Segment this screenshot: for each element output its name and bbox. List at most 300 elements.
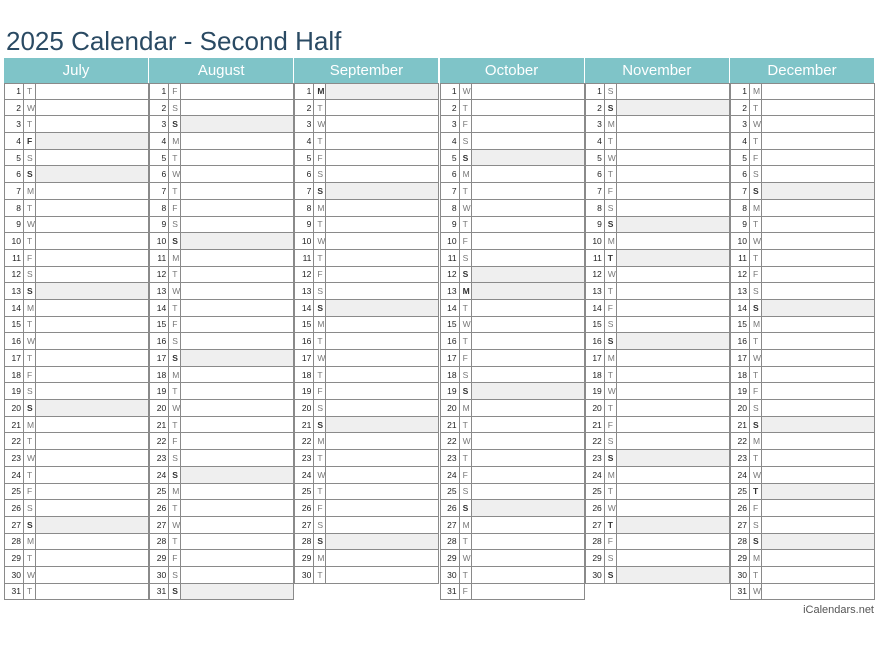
- day-number: 11: [157, 252, 167, 263]
- note-cell: [325, 317, 438, 333]
- calendar-grid: [4, 58, 875, 603]
- day-number: 7: [161, 185, 167, 196]
- day-of-week: F: [749, 150, 761, 166]
- day-of-week: S: [313, 166, 325, 182]
- day-row: [730, 250, 875, 267]
- day-row: [149, 467, 294, 484]
- day-number: 27: [301, 519, 312, 530]
- day-row: [149, 116, 294, 133]
- day-number: 7: [597, 185, 602, 196]
- note-cell: [35, 84, 148, 99]
- note-cell: [616, 433, 729, 449]
- day-row: [440, 433, 585, 450]
- day-row: [585, 534, 730, 551]
- note-cell: [471, 333, 584, 349]
- day-number: 9: [451, 219, 457, 230]
- day-of-week: M: [168, 367, 180, 383]
- day-number: 14: [301, 302, 312, 313]
- day-row: [730, 200, 875, 217]
- day-number: 17: [301, 352, 312, 363]
- note-cell: [325, 116, 438, 132]
- day-of-week: W: [749, 467, 761, 483]
- day-of-week: M: [168, 484, 180, 500]
- day-of-week: M: [749, 84, 761, 99]
- day-number: 13: [737, 286, 747, 297]
- day-row: [585, 383, 730, 400]
- day-of-week: T: [459, 333, 471, 349]
- day-of-week: T: [604, 517, 616, 533]
- day-row: [294, 450, 439, 467]
- note-cell: [471, 584, 584, 600]
- day-of-week: S: [23, 500, 35, 516]
- day-row: [4, 166, 149, 183]
- day-row: [730, 166, 875, 183]
- day-of-week: M: [168, 250, 180, 266]
- day-number: 22: [156, 436, 167, 447]
- day-of-week: F: [604, 300, 616, 316]
- day-number: 21: [156, 419, 167, 430]
- month-column-september: [294, 58, 439, 584]
- day-of-week: T: [23, 233, 35, 249]
- note-cell: [35, 584, 148, 600]
- day-number: 31: [11, 586, 21, 597]
- day-row: [440, 417, 585, 434]
- day-row: [440, 283, 585, 300]
- day-of-week: W: [23, 333, 35, 349]
- day-of-week: T: [23, 467, 35, 483]
- note-cell: [471, 467, 584, 483]
- day-of-week: M: [604, 350, 616, 366]
- day-number: 27: [156, 519, 167, 530]
- note-cell: [325, 283, 438, 299]
- day-of-week: T: [459, 300, 471, 316]
- month-header: August: [149, 58, 294, 83]
- note-cell: [761, 333, 874, 349]
- day-row: [730, 267, 875, 284]
- day-of-week: S: [604, 433, 616, 449]
- day-of-week: S: [604, 217, 616, 233]
- day-number: 5: [451, 152, 457, 163]
- day-row: [294, 133, 439, 150]
- day-number: 14: [11, 302, 21, 313]
- day-row: [4, 233, 149, 250]
- day-row: [730, 350, 875, 367]
- day-of-week: W: [23, 567, 35, 583]
- day-number: 12: [156, 269, 167, 280]
- note-cell: [325, 217, 438, 233]
- note-cell: [761, 433, 874, 449]
- note-cell: [471, 517, 584, 533]
- note-cell: [35, 350, 148, 366]
- day-number: 3: [742, 119, 747, 130]
- day-of-week: F: [168, 433, 180, 449]
- day-row: [149, 133, 294, 150]
- day-number: 23: [447, 452, 457, 463]
- day-of-week: S: [459, 383, 471, 399]
- day-number: 5: [306, 152, 312, 163]
- day-of-week: F: [168, 317, 180, 333]
- day-of-week: T: [313, 100, 325, 116]
- day-row: [294, 267, 439, 284]
- day-number: 20: [301, 402, 312, 413]
- note-cell: [761, 400, 874, 416]
- day-number: 10: [737, 236, 747, 247]
- day-row: [585, 283, 730, 300]
- note-cell: [616, 550, 729, 566]
- day-of-week: F: [749, 500, 761, 516]
- note-cell: [761, 150, 874, 166]
- day-row: [440, 584, 585, 601]
- day-number: 1: [161, 86, 167, 97]
- day-row: [294, 166, 439, 183]
- day-of-week: W: [459, 433, 471, 449]
- day-number: 26: [737, 503, 747, 514]
- day-row: [440, 116, 585, 133]
- note-cell: [761, 567, 874, 583]
- day-row: [294, 500, 439, 517]
- day-number: 10: [301, 236, 312, 247]
- day-of-week: W: [459, 200, 471, 216]
- day-number: 25: [156, 486, 167, 497]
- day-number: 16: [447, 336, 457, 347]
- day-of-week: T: [604, 133, 616, 149]
- day-row: [730, 567, 875, 584]
- day-number: 29: [301, 553, 312, 564]
- day-of-week: M: [749, 433, 761, 449]
- day-number: 16: [592, 336, 602, 347]
- day-row: [294, 417, 439, 434]
- day-number: 10: [592, 236, 602, 247]
- day-row: [4, 333, 149, 350]
- note-cell: [180, 400, 293, 416]
- day-number: 16: [301, 336, 312, 347]
- day-number: 12: [447, 269, 457, 280]
- day-row: [440, 400, 585, 417]
- day-row: [294, 317, 439, 334]
- note-cell: [180, 267, 293, 283]
- day-of-week: T: [749, 450, 761, 466]
- day-number: 29: [737, 553, 747, 564]
- day-row: [730, 116, 875, 133]
- note-cell: [616, 383, 729, 399]
- day-number: 21: [11, 419, 21, 430]
- day-row: [149, 383, 294, 400]
- day-row: [730, 534, 875, 551]
- day-number: 19: [592, 386, 602, 397]
- day-row: [730, 400, 875, 417]
- day-of-week: T: [459, 534, 471, 550]
- day-number: 3: [306, 119, 312, 130]
- day-row: [294, 467, 439, 484]
- note-cell: [616, 500, 729, 516]
- day-number: 29: [447, 553, 457, 564]
- note-cell: [35, 534, 148, 550]
- day-row: [149, 200, 294, 217]
- day-of-week: T: [23, 550, 35, 566]
- day-row: [440, 100, 585, 117]
- day-of-week: T: [313, 484, 325, 500]
- note-cell: [35, 250, 148, 266]
- day-number: 20: [11, 402, 21, 413]
- note-cell: [35, 517, 148, 533]
- note-cell: [616, 133, 729, 149]
- day-number: 15: [737, 319, 747, 330]
- day-of-week: T: [168, 267, 180, 283]
- day-number: 1: [16, 86, 21, 97]
- day-of-week: F: [459, 350, 471, 366]
- day-row: [440, 133, 585, 150]
- note-cell: [180, 550, 293, 566]
- day-row: [440, 484, 585, 501]
- note-cell: [761, 84, 874, 99]
- day-row: [149, 333, 294, 350]
- note-cell: [35, 367, 148, 383]
- day-of-week: S: [168, 217, 180, 233]
- day-number: 8: [306, 202, 312, 213]
- footer-credit: iCalendars.net: [803, 604, 874, 616]
- note-cell: [180, 233, 293, 249]
- day-row: [585, 133, 730, 150]
- day-row: [4, 133, 149, 150]
- day-row: [585, 433, 730, 450]
- day-of-week: S: [459, 133, 471, 149]
- day-row: [585, 83, 730, 100]
- note-cell: [616, 450, 729, 466]
- day-number: 5: [161, 152, 167, 163]
- day-row: [730, 383, 875, 400]
- day-number: 12: [592, 269, 602, 280]
- note-cell: [325, 250, 438, 266]
- note-cell: [35, 500, 148, 516]
- day-number: 30: [301, 569, 312, 580]
- note-cell: [471, 283, 584, 299]
- note-cell: [180, 484, 293, 500]
- day-of-week: W: [604, 383, 616, 399]
- note-cell: [180, 133, 293, 149]
- note-cell: [180, 317, 293, 333]
- day-row: [4, 517, 149, 534]
- day-of-week: S: [604, 450, 616, 466]
- day-of-week: M: [313, 317, 325, 333]
- day-number: 28: [592, 536, 602, 547]
- note-cell: [761, 484, 874, 500]
- day-number: 17: [737, 352, 747, 363]
- day-row: [730, 317, 875, 334]
- day-row: [4, 150, 149, 167]
- note-cell: [35, 450, 148, 466]
- day-row: [149, 166, 294, 183]
- day-row: [440, 200, 585, 217]
- note-cell: [471, 400, 584, 416]
- note-cell: [35, 383, 148, 399]
- day-of-week: T: [23, 584, 35, 600]
- note-cell: [35, 133, 148, 149]
- note-cell: [471, 84, 584, 99]
- day-row: [440, 150, 585, 167]
- day-of-week: S: [749, 417, 761, 433]
- day-row: [585, 400, 730, 417]
- day-number: 13: [11, 286, 21, 297]
- day-row: [294, 116, 439, 133]
- day-number: 17: [447, 352, 457, 363]
- day-number: 11: [738, 252, 747, 263]
- note-cell: [616, 100, 729, 116]
- day-number: 14: [156, 302, 167, 313]
- day-number: 19: [737, 386, 747, 397]
- day-of-week: T: [604, 283, 616, 299]
- note-cell: [35, 116, 148, 132]
- note-cell: [325, 534, 438, 550]
- day-row: [149, 233, 294, 250]
- note-cell: [325, 233, 438, 249]
- day-number: 4: [306, 135, 312, 146]
- day-of-week: S: [168, 233, 180, 249]
- day-number: 2: [161, 102, 167, 113]
- note-cell: [616, 517, 729, 533]
- day-number: 28: [301, 536, 312, 547]
- note-cell: [471, 250, 584, 266]
- day-number: 7: [451, 185, 457, 196]
- day-number: 23: [301, 452, 312, 463]
- day-of-week: W: [459, 550, 471, 566]
- day-number: 3: [16, 119, 21, 130]
- day-row: [585, 116, 730, 133]
- note-cell: [761, 283, 874, 299]
- day-of-week: S: [749, 183, 761, 199]
- day-of-week: T: [459, 183, 471, 199]
- note-cell: [325, 383, 438, 399]
- day-row: [149, 83, 294, 100]
- day-number: 6: [742, 169, 747, 180]
- day-row: [4, 383, 149, 400]
- day-number: 25: [737, 486, 747, 497]
- day-number: 14: [447, 302, 457, 313]
- day-number: 31: [447, 586, 457, 597]
- note-cell: [616, 400, 729, 416]
- day-row: [440, 350, 585, 367]
- day-row: [294, 433, 439, 450]
- day-of-week: S: [313, 517, 325, 533]
- day-number: 11: [12, 252, 21, 263]
- day-row: [440, 166, 585, 183]
- day-row: [585, 567, 730, 584]
- day-of-week: W: [168, 517, 180, 533]
- day-of-week: F: [23, 133, 35, 149]
- day-of-week: M: [459, 400, 471, 416]
- day-number: 2: [16, 102, 21, 113]
- day-row: [294, 484, 439, 501]
- day-of-week: T: [604, 250, 616, 266]
- day-row: [294, 100, 439, 117]
- day-number: 18: [301, 369, 312, 380]
- day-number: 12: [737, 269, 747, 280]
- note-cell: [325, 350, 438, 366]
- day-row: [585, 484, 730, 501]
- day-row: [294, 250, 439, 267]
- day-of-week: T: [168, 150, 180, 166]
- day-of-week: S: [604, 567, 616, 583]
- note-cell: [325, 267, 438, 283]
- day-of-week: T: [749, 100, 761, 116]
- day-row: [149, 250, 294, 267]
- day-of-week: M: [604, 467, 616, 483]
- note-cell: [325, 433, 438, 449]
- month-header: December: [730, 58, 875, 83]
- day-of-week: S: [168, 100, 180, 116]
- day-number: 31: [156, 586, 167, 597]
- day-number: 13: [447, 286, 457, 297]
- note-cell: [325, 200, 438, 216]
- day-of-week: S: [313, 183, 325, 199]
- page-title: 2025 Calendar - Second Half: [6, 26, 342, 56]
- day-number: 6: [16, 169, 21, 180]
- note-cell: [35, 267, 148, 283]
- day-of-week: S: [749, 283, 761, 299]
- day-number: 2: [451, 102, 457, 113]
- day-number: 13: [592, 286, 602, 297]
- note-cell: [616, 267, 729, 283]
- day-row: [149, 283, 294, 300]
- day-of-week: S: [168, 333, 180, 349]
- note-cell: [180, 567, 293, 583]
- day-number: 15: [592, 319, 602, 330]
- day-of-week: F: [23, 484, 35, 500]
- day-number: 18: [592, 369, 602, 380]
- day-of-week: T: [168, 500, 180, 516]
- day-number: 24: [11, 469, 21, 480]
- day-row: [730, 584, 875, 601]
- day-number: 9: [597, 219, 602, 230]
- note-cell: [325, 484, 438, 500]
- day-number: 2: [306, 102, 312, 113]
- day-number: 18: [447, 369, 457, 380]
- day-of-week: W: [459, 84, 471, 99]
- day-number: 3: [451, 119, 457, 130]
- day-number: 22: [592, 436, 602, 447]
- day-number: 22: [11, 436, 21, 447]
- month-header: November: [585, 58, 730, 83]
- day-number: 29: [156, 553, 167, 564]
- day-number: 26: [156, 503, 167, 514]
- note-cell: [761, 183, 874, 199]
- day-number: 11: [592, 252, 602, 263]
- day-of-week: T: [749, 367, 761, 383]
- note-cell: [325, 400, 438, 416]
- day-of-week: W: [604, 500, 616, 516]
- note-cell: [35, 100, 148, 116]
- day-row: [585, 150, 730, 167]
- note-cell: [471, 133, 584, 149]
- day-row: [149, 367, 294, 384]
- day-row: [585, 450, 730, 467]
- day-row: [585, 217, 730, 234]
- note-cell: [180, 300, 293, 316]
- day-row: [149, 484, 294, 501]
- day-of-week: S: [459, 150, 471, 166]
- day-row: [294, 283, 439, 300]
- note-cell: [616, 200, 729, 216]
- day-row: [585, 417, 730, 434]
- day-of-week: M: [749, 550, 761, 566]
- note-cell: [180, 450, 293, 466]
- day-of-week: M: [459, 283, 471, 299]
- day-of-week: M: [313, 200, 325, 216]
- day-number: 8: [451, 202, 457, 213]
- day-number: 9: [16, 219, 21, 230]
- day-of-week: F: [459, 467, 471, 483]
- day-number: 23: [592, 452, 602, 463]
- note-cell: [180, 250, 293, 266]
